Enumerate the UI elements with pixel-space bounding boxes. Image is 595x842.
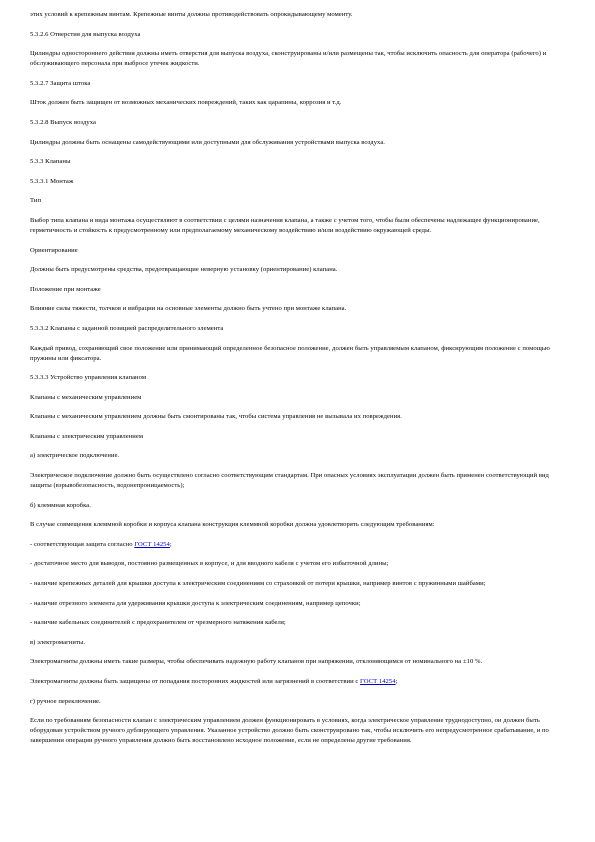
paragraph-text: Положение при монтаже (30, 285, 101, 293)
paragraph (30, 412, 562, 422)
paragraph-text: б) клеммная коробка. (30, 501, 91, 509)
paragraph-text: Если по требованиям безопасности клапан с электрическим управлением должен функционировать в условиях, когда электрическое управление труднодоступно, он должен быть оборудован устройством ручного дублирующего управления. Указанное устройство должно быть сконструировано так, чтобы исключить его непредусмотренное срабатывание, и по завершении операции ручного управления должно быть восстановлено исходное положение, если не определены другие требования. (30, 717, 549, 745)
paragraph (30, 10, 562, 20)
paragraph (30, 599, 562, 609)
paragraph-text: Электромагниты должны иметь такие размеры, чтобы обеспечивать надежную работу клапанов при напряжении, отклоняющимся от номинального на ±10 %. (30, 658, 483, 666)
paragraph-text: этих условий к крепежным винтам. Крепежные винты должны противодействовать опрокидывающему моменту. (30, 11, 353, 18)
paragraph (30, 98, 562, 108)
paragraph-text: 5.3.3.2 Клапаны с заданной позицией распределительного элемента (30, 324, 224, 332)
paragraph-text: 5.3.2.6 Отверстия для выпуска воздуха (30, 30, 141, 38)
paragraph-text: Влияние силы тяжести, толчков и вибрации на основные элементы должно быть учтено при монтаже клапана. (30, 305, 347, 313)
paragraph-text: Клапаны с механическим управлением должны быть смонтированы так, чтобы система управления не вызывала их повреждения. (30, 413, 402, 421)
paragraph-text: Цилиндры должны быть оснащены самодействующими или доступными для обслуживания устройствами выпуска воздуха. (30, 138, 385, 146)
document-body (30, 10, 562, 746)
paragraph (30, 196, 562, 206)
paragraph (30, 138, 562, 148)
paragraph (30, 285, 562, 295)
paragraph-text: 5.3.2.7 Защита штока (30, 79, 91, 87)
paragraph (30, 501, 562, 511)
paragraph (30, 520, 562, 530)
paragraph-text: 5.3.3.1 Монтаж (30, 177, 74, 185)
paragraph (30, 677, 562, 687)
paragraph-text: г) ручное переключение. (30, 697, 101, 705)
paragraph-text: Ориентирование (30, 246, 78, 254)
paragraph (30, 49, 562, 69)
paragraph (30, 618, 562, 628)
paragraph (30, 451, 562, 461)
paragraph-text: Каждый привод, сохраняющий свое положение или принимающий определенное безопасное положение, должен быть управляемым клапаном, фиксирующим положение с помощью пружины или фиксатора. (30, 344, 550, 362)
paragraph-text: - достаточное место для выводов, постоянно размещенных в корпусе, и для вводного кабеля с учетом его избыточной длины; (30, 560, 389, 568)
paragraph-text: а) электрическое подключение. (30, 452, 120, 460)
paragraph-text: ; (395, 678, 398, 685)
paragraph-text: - наличие отрезного элемента для удерживания крышки доступа к электрическим соединениям, например цепочки; (30, 599, 361, 607)
standard-link[interactable]: ГОСТ 14254 (134, 540, 170, 548)
paragraph-text: - наличие крепежных деталей для крышки доступа к электрическим соединениям со страховкой от потери крышки, например винтов с пружинными шайбами; (30, 580, 486, 588)
paragraph (30, 304, 562, 314)
paragraph (30, 118, 562, 128)
paragraph (30, 540, 562, 550)
paragraph (30, 216, 562, 236)
paragraph-text: Электромагниты должны быть защищены от попадания посторонних жидкостей или загрязнений в соответствии с (30, 678, 361, 685)
paragraph (30, 344, 562, 364)
paragraph-text: Выбор типа клапана и вида монтажа осуществляют в соответствии с целями назначения клапана, а также с учетом того, чтобы были обеспечены надлежащее функционирование, герметичность и стойкость к предусмотренному или предполагаемому механическому воздействию и/или воздействию окружающей среды. (30, 216, 540, 234)
paragraph (30, 559, 562, 569)
paragraph-text: в) электромагниты. (30, 638, 86, 646)
paragraph-text: В случае совмещения клеммной коробки и корпуса клапана конструкция клеммной коробки должна удовлетворять следующим требованиям: (30, 521, 435, 529)
paragraph-text: - наличие кабельных соединителей с предохранителем от чрезмерного натяжения кабеля; (30, 619, 286, 627)
paragraph (30, 716, 562, 746)
paragraph (30, 265, 562, 275)
paragraph (30, 657, 562, 667)
paragraph (30, 246, 562, 256)
paragraph-text: - соответствующая защита согласно (30, 540, 135, 548)
standard-link[interactable]: ГОСТ 14254 (360, 678, 396, 685)
paragraph (30, 638, 562, 648)
paragraph (30, 697, 562, 707)
paragraph (30, 373, 562, 383)
paragraph-text: Электрическое подключение должно быть осуществлено согласно соответствующим стандартам. При опасных условиях эксплуатации должен быть применен соответствующий вид защиты (взрывобезопасность, водонепроницаемость); (30, 472, 549, 490)
paragraph-text: ; (169, 540, 172, 548)
paragraph-text: Шток должен быть защищен от возможных механических повреждений, таких как царапины, коррозия и т.д. (30, 99, 342, 107)
paragraph-text: Клапаны с механическим управлением (30, 393, 142, 401)
paragraph (30, 324, 562, 334)
paragraph (30, 393, 562, 403)
paragraph-text: Цилиндры одностороннего действия должны иметь отверстия для выпуска воздуха, сконструированы и/или размещены так, чтобы исключить опасность для оператора (рабочего) и обслуживающего персонала при выбросе утечек жидкости. (30, 50, 547, 68)
paragraph-text: 5.3.2.8 Выпуск воздуха (30, 118, 96, 126)
paragraph-text: Должны быть предусмотрены средства, предотвращающие неверную установку (ориентирование) клапана. (30, 266, 338, 274)
paragraph-text: 5.3.3.3 Устройство управления клапаном (30, 374, 147, 382)
paragraph (30, 471, 562, 491)
paragraph (30, 432, 562, 442)
paragraph-text: Тип (30, 197, 42, 205)
paragraph-text: Клапаны с электрическим управлением (30, 432, 144, 440)
paragraph (30, 177, 562, 187)
paragraph (30, 30, 562, 40)
paragraph (30, 79, 562, 89)
paragraph (30, 157, 562, 167)
paragraph-text: 5.3.3 Клапаны (30, 158, 71, 166)
paragraph (30, 579, 562, 589)
